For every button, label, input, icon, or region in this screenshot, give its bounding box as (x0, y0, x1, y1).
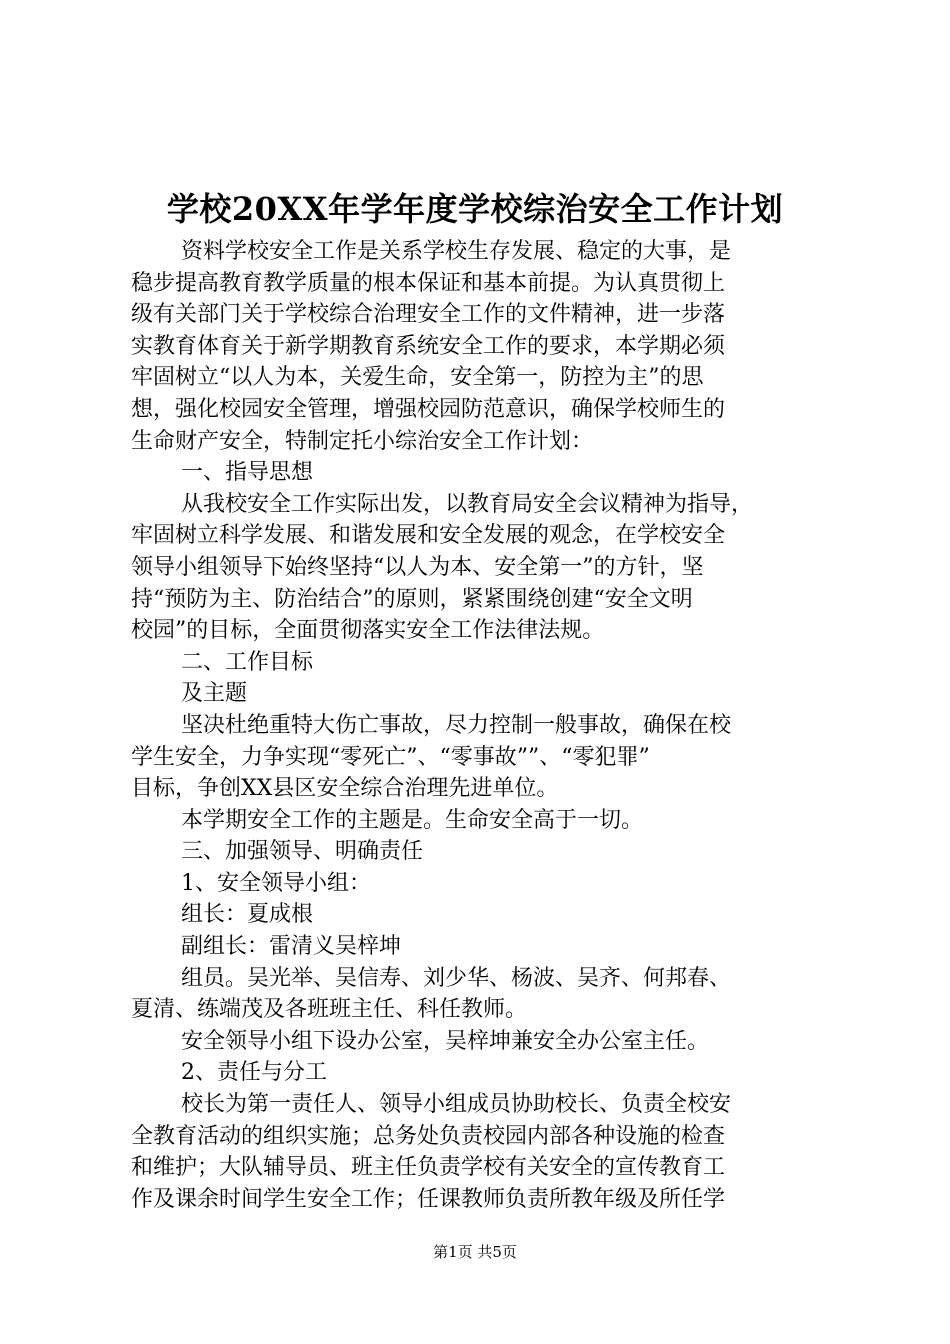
body-line: 全教育活动的组织实施；总务处负责校园内部各种设施的检查 (131, 1123, 726, 1149)
body-line: 生命财产安全，特制定托小综治安全工作计划： (131, 428, 594, 454)
body-line: 副组长：雷清义吴梓坤 (181, 934, 402, 960)
body-line: 目标，争创XX县区安全综合治理先进单位。 (131, 776, 559, 802)
body-line: 级有关部门关于学校综合治理安全工作的文件精神，进一步落 (131, 302, 726, 328)
body-line: 学生安全，力争实现“零死亡”、“零事故””、“零犯罪” (131, 744, 650, 770)
body-line: 夏清、练端茂及各班班主任、科任教师。 (131, 997, 528, 1023)
document-title: 学校20XX年学年度学校综治安全工作计划 (166, 190, 784, 228)
body-line: 和维护；大队辅导员、班主任负责学校有关安全的宣传教育工 (131, 1155, 726, 1181)
body-line: 从我校安全工作实际出发，以教育局安全会议精神为指导， (181, 491, 754, 517)
body-line: 稳步提高教育教学质量的根本保证和基本前提。为认真贯彻上 (131, 270, 726, 296)
page-footer: 第1页 共5页 (433, 1243, 517, 1261)
body-line: 本学期安全工作的主题是。生命安全高于一切。 (181, 807, 644, 833)
body-line: 资料学校安全工作是关系学校生存发展、稳定的大事，是 (181, 239, 732, 264)
body-line: 安全领导小组下设办公室，吴梓坤兼安全办公室主任。 (181, 1028, 710, 1054)
body-line: 牢固树立“以人为本，关爱生命，安全第一，防控为主”的思 (131, 365, 704, 391)
body-line: 实教育体育关于新学期教育系统安全工作的要求，本学期必须 (131, 333, 726, 359)
body-line: 持“预防为主、防治结合”的原则，紧紧围绕创建“安全文明 (131, 586, 693, 612)
body-line: 校园”的目标，全面贯彻落实安全工作法律法规。 (131, 618, 605, 644)
body-line: 及主题 (181, 681, 248, 707)
body-line: 2、责任与分工 (181, 1060, 327, 1086)
body-line: 作及课余时间学生安全工作；任课教师负责所教年级及所任学 (131, 1186, 726, 1212)
body-line: 牢固树立科学发展、和谐发展和安全发展的观念，在学校安全 (131, 523, 726, 549)
document-body (131, 236, 843, 1215)
body-line: 一、指导思想 (181, 460, 314, 486)
body-line: 想，强化校园安全管理，增强校园防范意识，确保学校师生的 (131, 396, 726, 422)
body-line: 1、安全领导小组： (181, 870, 371, 896)
body-line: 领导小组领导下始终坚持“以人为本、安全第一”的方针，坚 (131, 554, 704, 580)
body-line: 组长：夏成根 (181, 902, 314, 928)
body-line: 组员。吴光举、吴信寿、刘少华、杨波、吴齐、何邦春、 (181, 965, 732, 991)
body-line: 三、加强领导、明确责任 (181, 839, 424, 865)
body-line: 校长为第一责任人、领导小组成员协助校长、负责全校安 (181, 1092, 732, 1118)
body-line: 二、工作目标 (181, 649, 314, 675)
body-line: 坚决杜绝重特大伤亡事故，尽力控制一般事故，确保在校 (181, 712, 732, 738)
